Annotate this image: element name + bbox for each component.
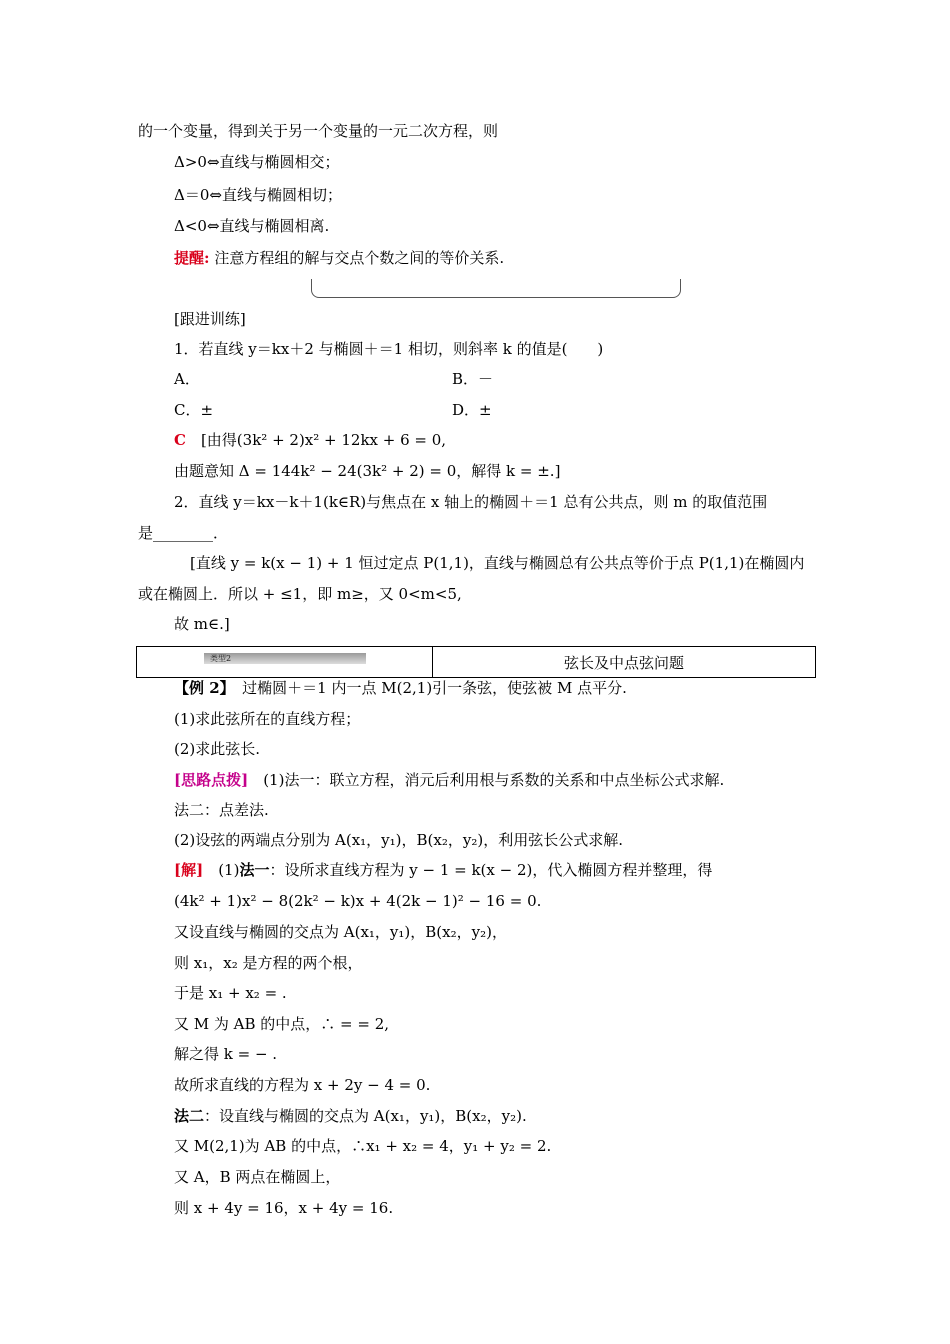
- method-2-line: [174, 1106, 527, 1126]
- example-label: 【例 2】: [174, 679, 228, 697]
- text-line: 于是 x₁ + x₂ = .: [174, 984, 287, 1002]
- option-d: D．±: [452, 401, 492, 419]
- example-text: 过椭圆＋＝1 内一点 M(2,1)引一条弦，使弦被 M 点平分.: [227, 679, 627, 697]
- text-line: 由题意知 Δ = 144k² − 24(3k² + 2) = 0，解得 k = ±.]: [174, 462, 561, 480]
- hint-label: [思路点拨]: [174, 771, 249, 789]
- text-line: 的一个变量，得到关于另一个变量的一元二次方程，则: [138, 122, 499, 140]
- text-line: 又 M(2,1)为 AB 的中点，∴x₁ + x₂ = 4，y₁ + y₂ = 2.: [174, 1137, 552, 1155]
- solution-line: [174, 860, 712, 880]
- text-line: Δ<0⇔直线与椭圆相离.: [174, 217, 330, 235]
- option-a: A．: [174, 370, 200, 388]
- divider-bracket: [311, 279, 681, 298]
- tip-label: 提醒:: [174, 249, 210, 267]
- section-label: [跟进训练]: [174, 310, 246, 328]
- hint-line: [174, 770, 724, 790]
- tip-text: 注意方程组的解与交点个数之间的等价关系.: [209, 249, 505, 267]
- text-line: (4k² + 1)x² − 8(2k² − k)x + 4(2k − 1)² − 16 = 0.: [174, 892, 542, 910]
- text-line: 又设直线与椭圆的交点为 A(x₁，y₁)，B(x₂，y₂)，: [174, 923, 507, 941]
- text-line: (2)求此弦长.: [174, 740, 261, 758]
- method-text: ：设直线与椭圆的交点为 A(x₁，y₁)，B(x₂，y₂).: [204, 1107, 527, 1125]
- answer-letter: C: [174, 431, 186, 449]
- example-2: [174, 678, 627, 698]
- text-line: 故 m∈.]: [174, 615, 230, 633]
- question-2: 2．直线 y＝kx－k＋1(k∈R)与焦点在 x 轴上的椭圆＋＝1 总有公共点，则 m 的取值范围: [174, 493, 768, 511]
- answer-2: [直线 y = k(x − 1) + 1 恒过定点 P(1,1)，直线与椭圆总有公共点等价于点 P(1,1)在椭圆内: [190, 554, 805, 572]
- text-line: (1)求此弦所在的直线方程；: [174, 710, 361, 728]
- text-line: 又 A，B 两点在椭圆上，: [174, 1168, 341, 1186]
- topic-type-cell: [137, 647, 433, 677]
- option-c: C．±: [174, 401, 214, 419]
- text-line: 解之得 k = − .: [174, 1045, 278, 1063]
- answer-text: [由得(3k² + 2)x² + 12kx + 6 = 0,: [185, 431, 447, 449]
- method-label: 法一: [239, 861, 270, 879]
- text-line: Δ>0⇔直线与椭圆相交；: [174, 153, 340, 171]
- hint-text: (1)法一：联立方程，消元后利用根与系数的关系和中点坐标公式求解.: [248, 771, 725, 789]
- text-line: (2)设弦的两端点分别为 A(x₁，y₁)，B(x₂，y₂)，利用弦长公式求解.: [174, 831, 623, 849]
- text-line: 又 M 为 AB 的中点，∴ = = 2,: [174, 1015, 390, 1033]
- text-line: 则 x + 4y = 16，x + 4y = 16.: [174, 1199, 394, 1217]
- text-line: 或在椭圆上．所以 + ≤1，即 m≥，又 0<m<5,: [138, 585, 462, 603]
- text-line: 是________．: [138, 524, 229, 542]
- tip-line: [174, 248, 504, 268]
- topic-title: 弦长及中点弦问题: [563, 653, 684, 672]
- option-b: B．－: [452, 370, 494, 388]
- solution-label: [解]: [174, 861, 204, 879]
- method-label: 法二: [174, 1107, 205, 1125]
- text-line: 则 x₁，x₂ 是方程的两个根，: [174, 954, 363, 972]
- type-tag: 类型2: [204, 653, 366, 664]
- question-1: 1．若直线 y＝kx＋2 与椭圆＋＝1 相切，则斜率 k 的值是( ): [174, 340, 604, 358]
- text-line: 法二：点差法.: [174, 801, 269, 819]
- solution-text: ：设所求直线方程为 y − 1 = k(x − 2)，代入椭圆方程并整理，得: [269, 861, 713, 879]
- topic-header: [136, 646, 816, 678]
- answer-1: [174, 430, 446, 450]
- solution-part: (1): [203, 861, 240, 879]
- text-line: 故所求直线的方程为 x + 2y − 4 = 0.: [174, 1076, 431, 1094]
- text-line: Δ＝0⇔直线与椭圆相切；: [174, 186, 342, 204]
